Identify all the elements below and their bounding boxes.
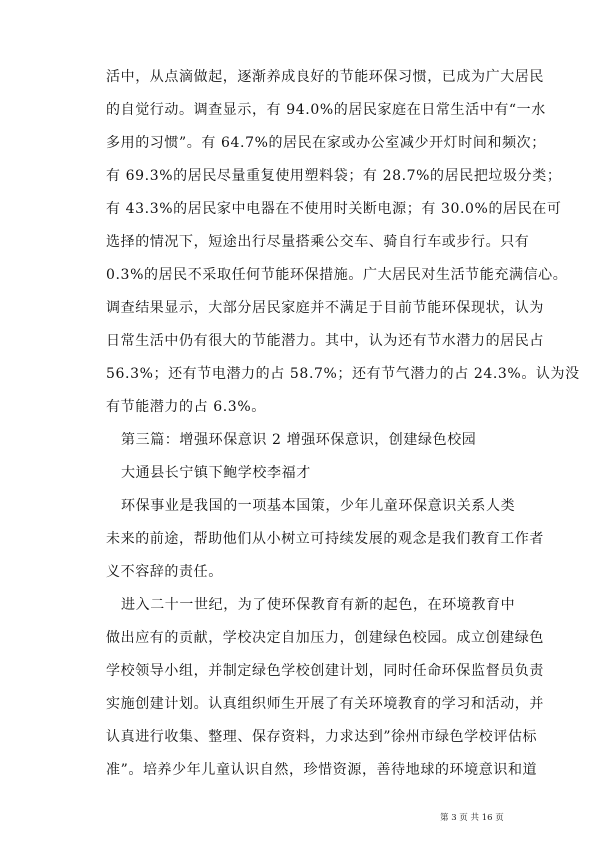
paragraph-line: 准”。培养少年儿童认识自然，珍惜资源，善待地球的环境意识和道 (106, 762, 538, 778)
paragraph-line: 选择的情况下，短途出行尽量搭乘公交车、骑自行车或步行。只有 (106, 234, 530, 250)
paragraph-line: 未来的前途，帮助他们从小树立可持续发展的观念是我们教育工作者 (106, 531, 544, 547)
paragraph-line: 56.3%；还有节电潜力的占 58.7%；还有节气潜力的占 24.3%。认为没 (106, 366, 580, 382)
author-line: 大通县长宁镇下鲍学校李福才 (121, 465, 311, 481)
paragraph-line: 调查结果显示，大部分居民家庭并不满足于目前节能环保现状，认为 (106, 300, 544, 316)
paragraph-line: 多用的习惯”。有 64.7%的居民在家或办公室减少开灯时间和频次； (106, 135, 546, 151)
paragraph-line: 有 69.3%的居民尽量重复使用塑料袋；有 28.7%的居民把垃圾分类； (106, 168, 562, 184)
paragraph-line: 有 43.3%的居民家中电器在不使用时关断电源；有 30.0%的居民在可 (106, 201, 562, 217)
page-number: 第 3 页 共 16 页 (440, 813, 504, 823)
section-heading: 第三篇：增强环保意识 2 增强环保意识，创建绿色校园 (121, 432, 477, 448)
paragraph-line: 环保事业是我国的一项基本国策，少年儿童环保意识关系人类 (121, 498, 516, 514)
paragraph-line: 做出应有的贡献，学校决定自加压力，创建绿色校园。成立创建绿色 (106, 630, 544, 646)
paragraph-line: 实施创建计划。认真组织师生开展了有关环境教育的学习和活动，并 (106, 696, 544, 712)
paragraph-line: 认真进行收集、整理、保存资料，力求达到”徐州市绿色学校评估标 (106, 729, 538, 745)
paragraph-line: 学校领导小组，并制定绿色学校创建计划，同时任命环保监督员负责 (106, 663, 544, 679)
paragraph-line: 0.3%的居民不采取任何节能环保措施。广大居民对生活节能充满信心。 (106, 267, 568, 283)
paragraph-line: 日常生活中仍有很大的节能潜力。其中，认为还有节水潜力的居民占 (106, 333, 544, 349)
paragraph-line: 义不容辞的责任。 (106, 564, 223, 580)
paragraph-line: 活中，从点滴做起，逐渐养成良好的节能环保习惯，已成为广大居民 (106, 69, 544, 85)
paragraph-line: 进入二十一世纪，为了使环保教育有新的起色，在环境教育中 (121, 597, 516, 613)
paragraph-line: 的自觉行动。调查显示，有 94.0%的居民家庭在日常生活中有“一水 (106, 102, 546, 118)
paragraph-line: 有节能潜力的占 6.3%。 (106, 399, 266, 415)
